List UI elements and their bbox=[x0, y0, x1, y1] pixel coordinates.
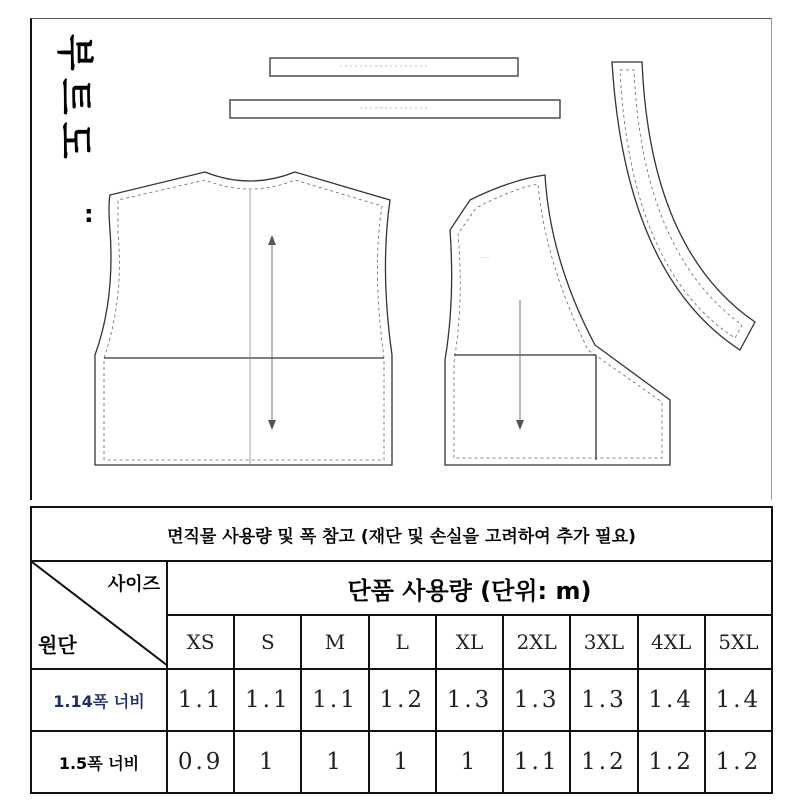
usage-value: 1.1 bbox=[234, 669, 301, 731]
svg-text:......: ...... bbox=[480, 254, 490, 260]
pattern-title-char: 트 bbox=[53, 78, 97, 115]
usage-value: 0.9 bbox=[167, 731, 234, 793]
pattern-title-char: 부 bbox=[53, 34, 97, 71]
size-header: 2XL bbox=[503, 615, 570, 669]
table-row bbox=[31, 669, 772, 731]
corner-header-cell bbox=[31, 561, 167, 669]
svg-text:....: .... bbox=[378, 104, 385, 110]
size-header: 4XL bbox=[638, 615, 705, 669]
usage-value: 1 bbox=[234, 731, 301, 793]
size-header: L bbox=[369, 615, 436, 669]
back-piece bbox=[95, 172, 392, 465]
usage-value: 1.4 bbox=[638, 669, 705, 731]
usage-header: 단품 사용량 (단위: m) bbox=[167, 561, 772, 615]
size-header: M bbox=[301, 615, 368, 669]
table-row bbox=[31, 731, 772, 793]
svg-text:....: .... bbox=[376, 62, 383, 68]
size-header: 3XL bbox=[570, 615, 637, 669]
corner-label-size: 사이즈 bbox=[107, 574, 160, 595]
table-caption: 면직물 사용량 및 폭 참고 (재단 및 손실을 고려하여 추가 필요) bbox=[31, 507, 772, 561]
usage-value: 1.2 bbox=[638, 731, 705, 793]
size-header: XS bbox=[167, 615, 234, 669]
size-header: 5XL bbox=[705, 615, 772, 669]
usage-value: 1.1 bbox=[503, 731, 570, 793]
usage-value: 1.1 bbox=[301, 669, 368, 731]
usage-value: 1.2 bbox=[705, 731, 772, 793]
usage-value: 1.3 bbox=[570, 669, 637, 731]
usage-value: 1 bbox=[369, 731, 436, 793]
usage-value: 1.2 bbox=[570, 731, 637, 793]
usage-table bbox=[30, 506, 773, 794]
row-label: 1.14폭 너비 bbox=[31, 669, 167, 731]
corner-label-fabric: 원단 bbox=[38, 633, 77, 657]
size-header: XL bbox=[436, 615, 503, 669]
usage-value: 1.1 bbox=[167, 669, 234, 731]
size-header: S bbox=[234, 615, 301, 669]
row-label: 1.5폭 너비 bbox=[31, 731, 167, 793]
usage-value: 1.2 bbox=[369, 669, 436, 731]
usage-value: 1 bbox=[436, 731, 503, 793]
front-piece bbox=[445, 175, 670, 465]
usage-value: 1 bbox=[301, 731, 368, 793]
strip-piece-1 bbox=[270, 58, 518, 76]
usage-value: 1.4 bbox=[705, 669, 772, 731]
facing-piece bbox=[612, 62, 755, 350]
pattern-title-char: 도 bbox=[53, 122, 97, 159]
pattern-colon: : bbox=[84, 200, 94, 228]
usage-value: 1.3 bbox=[436, 669, 503, 731]
strip-piece-2 bbox=[230, 100, 560, 118]
usage-value: 1.3 bbox=[503, 669, 570, 731]
